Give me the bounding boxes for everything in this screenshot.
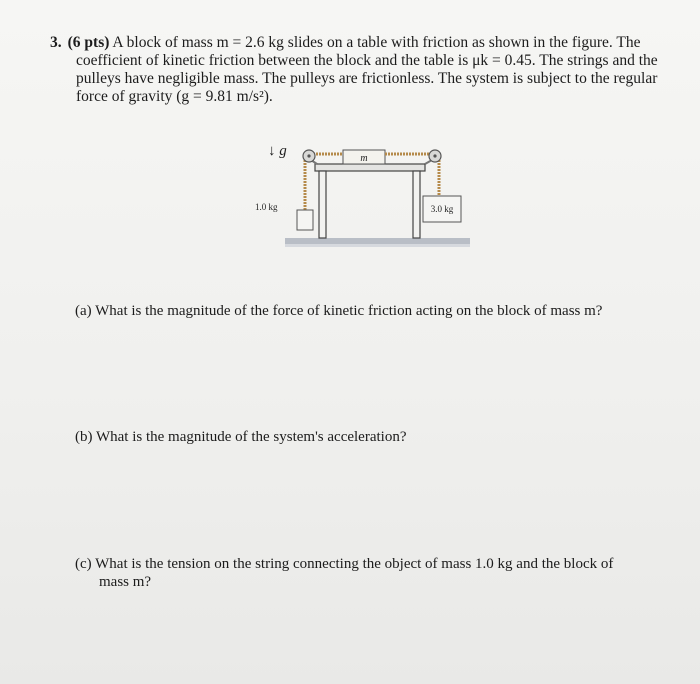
problem-line-2: coefficient of kinetic friction between the block and the table is μk = 0.45. The strings and the xyxy=(76,52,658,69)
problem-line-4: force of gravity (g = 9.81 m/s²). xyxy=(76,88,273,105)
floor xyxy=(285,238,470,244)
gravity-vector-label: ↓ g⃗ xyxy=(268,143,299,159)
question-a: (a) What is the magnitude of the force of kinetic friction acting on the block of mass m? xyxy=(75,303,603,319)
hanging-mass-left xyxy=(297,210,313,230)
problem-number: 3. xyxy=(50,34,62,51)
question-c xyxy=(75,555,665,591)
pulley-figure xyxy=(255,138,475,253)
left-mass-label: 1.0 kg xyxy=(255,202,278,212)
table-leg-left xyxy=(319,171,326,238)
question-b: (b) What is the magnitude of the system's acceleration? xyxy=(75,429,407,445)
problem-line-3: pulleys have negligible mass. The pulleys are frictionless. The system is subject to the regular xyxy=(76,70,658,87)
problem-points: (6 pts) xyxy=(67,34,110,51)
table-top xyxy=(315,164,425,171)
question-c-line-1: (c) What is the tension on the string connecting the object of mass 1.0 kg and the block of xyxy=(75,556,614,572)
problem-statement xyxy=(50,34,675,106)
question-c-line-2: mass m? xyxy=(99,574,152,590)
right-mass-label: 3.0 kg xyxy=(430,204,454,214)
table-leg-right xyxy=(413,171,420,238)
block-m-label: m xyxy=(360,153,368,164)
problem-line-1: A block of mass m = 2.6 kg slides on a table with friction as shown in the figure. The xyxy=(112,34,641,51)
